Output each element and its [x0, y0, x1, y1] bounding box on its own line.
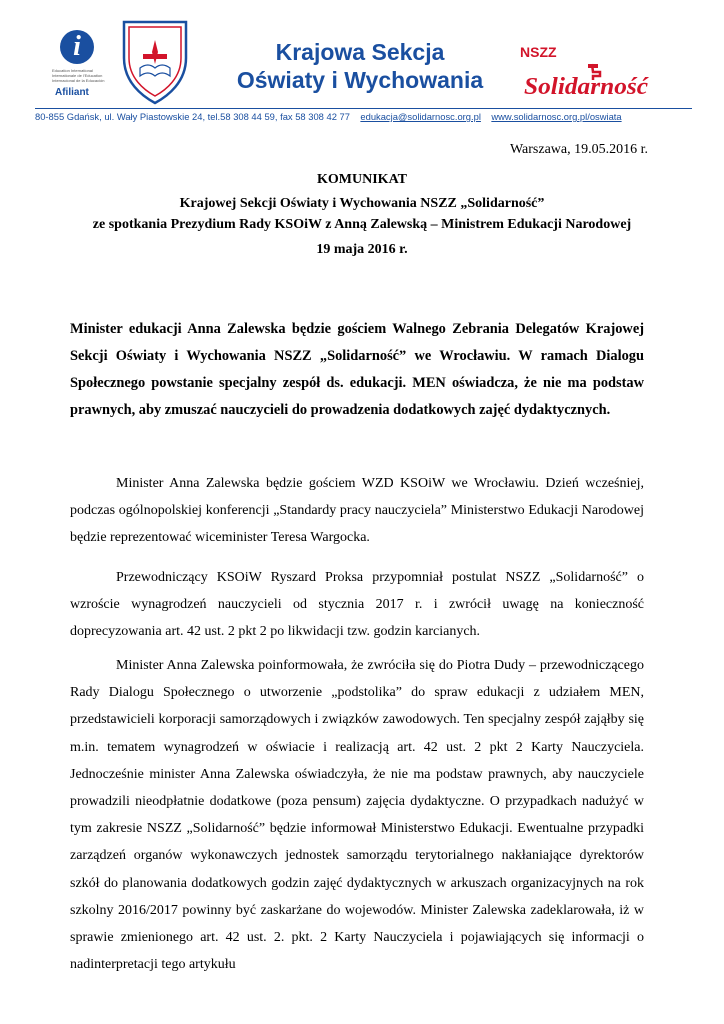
ei-circle-icon — [60, 30, 94, 64]
solidarnosc-logo-text: Solidarność — [524, 74, 650, 100]
title-line-2: Oświaty i Wychowania — [236, 67, 484, 93]
header-divider — [35, 108, 692, 109]
website-link[interactable]: www.solidarnosc.org.pl/oswiata — [491, 111, 622, 122]
subheading-line-1: Krajowej Sekcji Oświaty i Wychowania NSZZ „Solidarność” — [179, 196, 545, 211]
subheading-line-2: ze spotkania Prezydium Rady KSOiW z Anną Zalewską – Ministrem Edukacji Narodowej — [92, 217, 632, 232]
address-main: 80-855 Gdańsk, ul. Wały Piastowskie 24, tel.58 308 44 59, fax 58 308 42 77 — [35, 111, 350, 122]
document-heading: KOMUNIKAT — [317, 172, 407, 187]
ksoiw-shield-logo — [118, 18, 192, 106]
title-line-1: Krajowa Sekcja — [275, 39, 445, 65]
ei-letter: i — [73, 31, 81, 62]
ei-caption: Education International Internationale de l'Education Internacional de la Educación — [52, 68, 105, 83]
paragraph-1: Minister Anna Zalewska będzie gościem WZD KSOiW we Wrocławiu. Dzień wcześniej, podczas ogólnopolskiej konferencji „Standardy pracy nauczyciela” Ministerstwo Edukacji Narodowej będzie reprezentować wiceminister Teresa Wargocka. — [70, 476, 644, 546]
subheading-date: 19 maja 2016 r. — [316, 242, 408, 257]
organization-title — [200, 38, 520, 94]
letterhead — [0, 0, 724, 130]
solidarnosc-logo — [522, 60, 652, 106]
email-link[interactable]: edukacja@solidarnosc.org.pl — [360, 111, 481, 122]
lead-paragraph: Minister edukacji Anna Zalewska będzie gościem Walnego Zebrania Delegatów Krajowej Sekcji Oświaty i Wychowania NSZZ „Solidarność” we Wrocławiu. W ramach Dialogu Społecznego powstanie specjalny zespół ds. edukacji. MEN oświadcza, że nie ma podstaw prawnych, aby zmuszać nauczycieli do prowadzenia dodatkowych zajęć dydaktycznych. — [70, 321, 644, 418]
paragraph-3: Minister Anna Zalewska poinformowała, że zwróciła się do Piotra Dudy – przewodniczącego Rady Dialogu Społecznego o utworzenie „podstolika” do spraw edukacji z udziałem MEN, przedstawicieli korporacji samorządowych i związków zawodowych. Ten specjalny zespół zająłby się m.in. tematem wynagrodzeń w oświacie i realizacją art. 42 ust. 2 pkt 2 Karty Nauczyciela. Jednocześnie minister Anna Zalewska oświadczyła, że nie ma podstaw prawnych, aby nauczyciele prowadzili nieodpłatnie dodatkowe (poza pensum) zajęcia dydaktyczne. O przypadkach nadużyć w tym zakresie NSZZ „Solidarność” będzie informował Ministerstwo Edukacji. Ewentualne przypadki zarządzeń organów wykonawczych jednostek samorządu terytorialnego nakłaniające dyrektorów szkół do planowania dodatkowych godzin zajęć dydaktycznych w arkuszach organizacyjnych na rok szkolny 2016/2017 powinny być zaskarżane do wojewodów. Minister Zalewska zadeklarowała, iż w sprawie zmienionego art. 42 ust. 2. pkt. 2 Karty Nauczyciela i pojawiających się informacji o nadinterpretacji tego artykułu — [70, 658, 644, 973]
address-line — [35, 111, 692, 122]
afiliant-label: Afiliant — [55, 87, 89, 98]
nszz-label: NSZZ — [520, 44, 557, 60]
document-date: Warszawa, 19.05.2016 r. — [509, 142, 648, 157]
paragraph-2: Przewodniczący KSOiW Ryszard Proksa przypomniał postulat NSZZ „Solidarność” o wzroście wynagrodzeń nauczycieli od stycznia 2017 r. i zwrócił uwagę na konieczność doprecyzowania art. 42 ust. 2 pkt 2 po likwidacji tzw. godzin karcianych. — [70, 570, 644, 640]
